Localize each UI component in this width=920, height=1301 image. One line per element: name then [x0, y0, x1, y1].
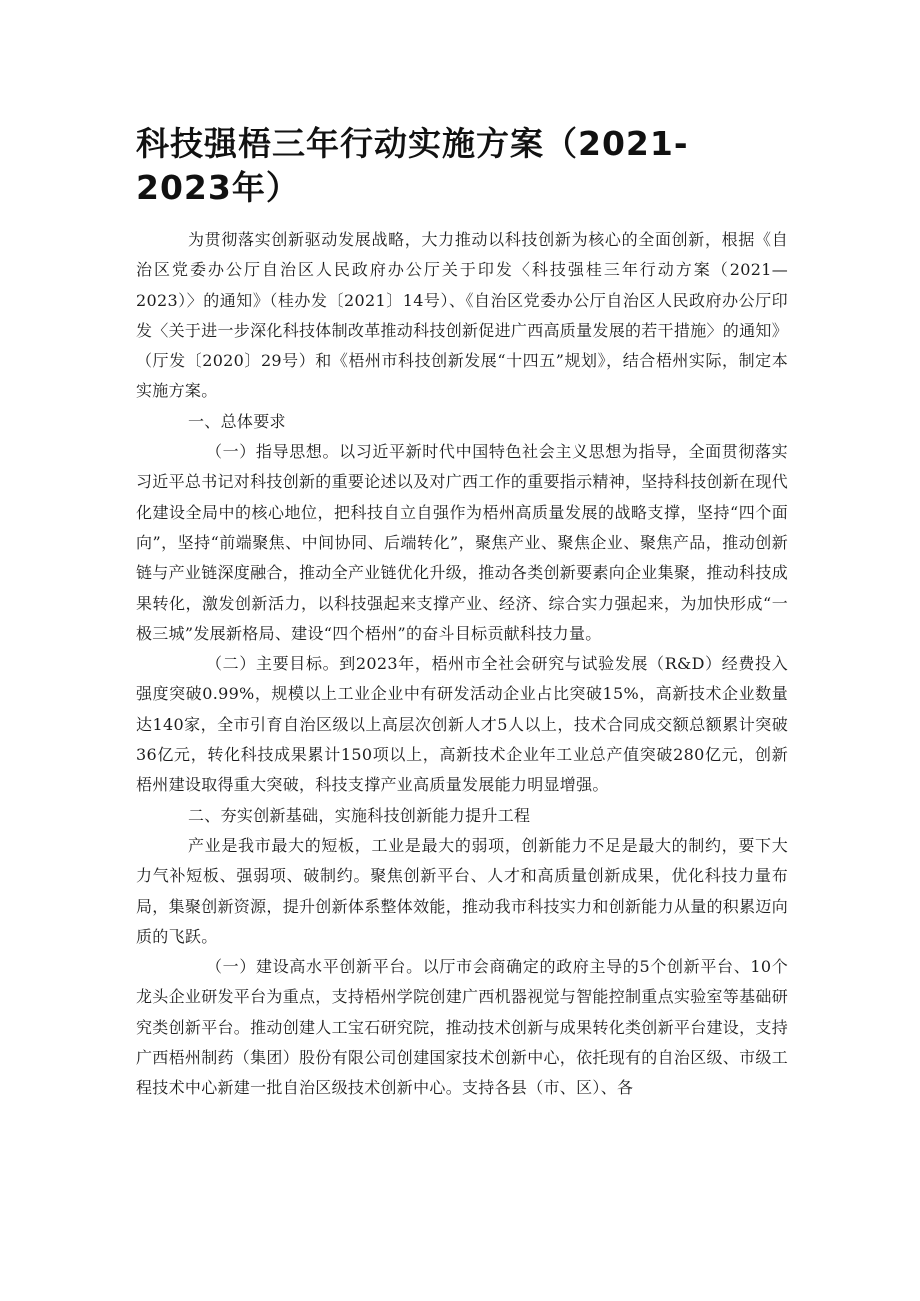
intro-paragraph: 为贯彻落实创新驱动发展战略，大力推动以科技创新为核心的全面创新，根据《自治区党委办公厅自治区人民政府办公厅关于印发〈科技强桂三年行动方案（2021—2023）〉的通知》（桂办发〔2021〕14号）、《自治区党委办公厅自治区人民政府办公厅印发〈关于进一步深化科技体制改革推动科技创新促进广西高质量发展的若干措施〉的通知》（厅发〔2020〕29号）和《梧州市科技创新发展“十四五”规划》，结合梧州实际，制定本实施方案。 [136, 230, 789, 401]
paragraph-industry-shortboard: 产业是我市最大的短板，工业是最大的弱项，创新能力不足是最大的制约，要下大力气补短板、强弱项、破制约。聚焦创新平台、人才和高质量创新成果，优化科技力量布局，集聚创新资源，提升创新体系整体效能，推动我市科技实力和创新能力从量的积累迈向质的飞跃。 [136, 835, 789, 946]
section-heading-innovation-foundation: 二、夯实创新基础，实施科技创新能力提升工程 [188, 805, 531, 825]
paragraph-innovation-platforms: （一）建设高水平创新平台。以厅市会商确定的政府主导的5个创新平台、10个龙头企业研发平台为重点，支持梧州学院创建广西机器视觉与智能控制重点实验室等基础研究类创新平台。推动创建人工宝石研究院，推动技术创新与成果转化类创新平台建设，支持广西梧州制药（集团）股份有限公司创建国家技术创新中心，依托现有的自治区级、市级工程技术中心新建一批自治区级技术创新中心。支持各县（市、区）、各 [136, 957, 789, 1098]
paragraph-guiding-ideology: （一）指导思想。以习近平新时代中国特色社会主义思想为指导，全面贯彻落实习近平总书记对科技创新的重要论述以及对广西工作的重要指示精神，坚持科技创新在现代化建设全局中的核心地位，把科技自立自强作为梧州高质量发展的战略支撑，坚持“四个面向”，坚持“前端聚焦、中间协同、后端转化”，聚焦产业、聚焦企业、聚焦产品，推动创新链与产业链深度融合，推动全产业链优化升级，推动各类创新要素向企业集聚，推动科技成果转化，激发创新活力，以科技强起来支撑产业、经济、综合实力强起来，为加快形成“一极三城”发展新格局、建设“四个梧州”的奋斗目标贡献科技力量。 [136, 442, 789, 643]
paragraph-main-goals: （二）主要目标。到2023年，梧州市全社会研究与试验发展（R&D）经费投入强度突破0.99%，规模以上工业企业中有研发活动企业占比突破15%，高新技术企业数量达140家，全市引育自治区级以上高层次创新人才5人以上，技术合同成交额总额累计突破36亿元，转化科技成果累计150项以上，高新技术企业年工业总产值突破280亿元，创新梧州建设取得重大突破，科技支撑产业高质量发展能力明显增强。 [136, 654, 788, 795]
document-title: 科技强梧三年行动实施方案（2021-2023年） [136, 124, 689, 207]
section-heading-general-requirements: 一、总体要求 [188, 411, 286, 431]
document-body [136, 225, 788, 1104]
